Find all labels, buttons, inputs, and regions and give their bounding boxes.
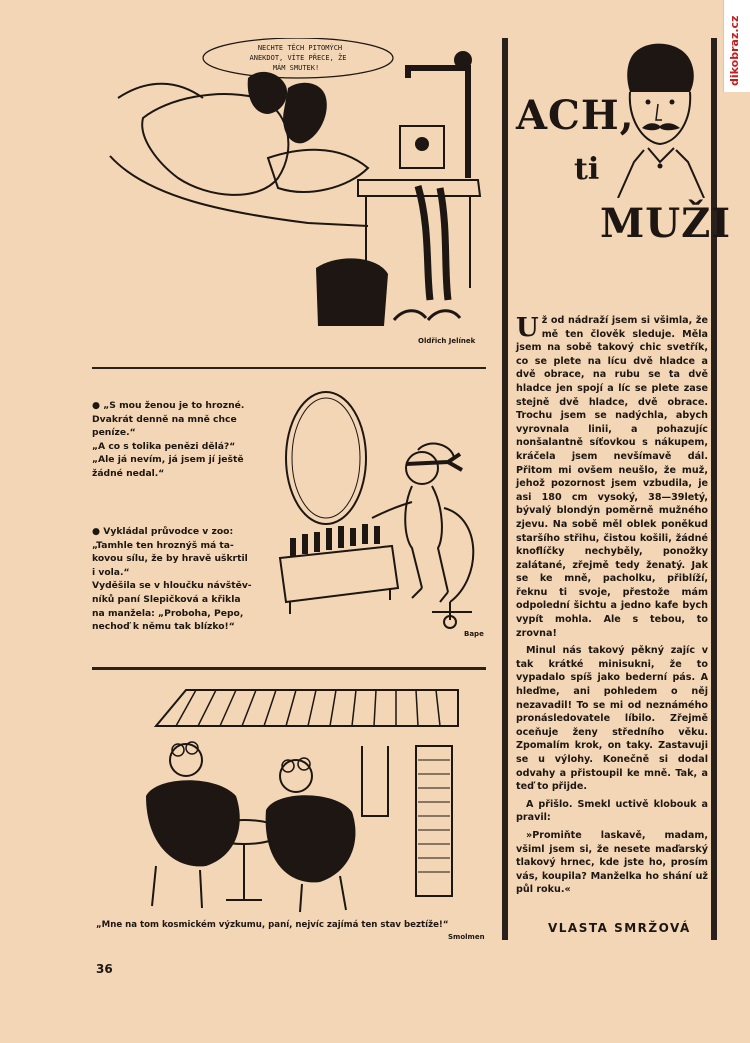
watermark-text: dikobraz.cz	[728, 15, 741, 86]
joke-1-line: „A co s tolika penězi dělá?“	[92, 440, 236, 452]
joke-2-line: kovou sílu, že by hravě uškrtil	[92, 553, 248, 565]
divider-top	[92, 367, 486, 369]
bed-outline	[110, 156, 368, 226]
vanity-mirror	[286, 392, 366, 524]
stool-with-clothes	[316, 258, 388, 326]
wall-frame	[408, 68, 468, 178]
article-paragraph-4: »Promiňte laskavě, madam, všiml jsem si, že nesete maďarský tlakový hrnec, kde jste ho, prosím vás, koupila? Manželka ho shání už půl roku.«	[516, 829, 708, 896]
cartoon3-caption: „Mne na tom kosmickém výzkumu, paní, nejvíc zajímá ten stav beztíže!“	[96, 920, 449, 930]
cartoon-cafe	[126, 686, 466, 918]
article-paragraph-1-text: ž od nádraží jsem si všimla, že mě ten člověk sleduje. Měla jsem na sobě takový chic svetřík, co se plete na lícu dvě hladce a dvě obrace, na rubu se ta dvě hladce jen spojí a líc se plete zase stejně dvě hladce, dvě obrace. Trochu jsem se nadýchla, abych vyrovnala linii, a pohazujíc nonšalantně síťovkou s nákupem, kráčela jsem nevšímavě dál. Přitom mi ovšem neušlo, že muž, jehož pozornost jsem vzbudila, je asi 180 cm vysoký, 38—39letý, bývalý blondýn poměrně mužného zjevu. Na sobě měl oblek poněkud staršího střihu, čistou košili, žádné knoflíčky nechyběly, ponožky zalátané, zřejmě tedy ženatý. Jak se ke mně, pacholku, přiblíží, řeknu ti svoje, přestože mám odpolední šichtu a jedno kafe bych vypít mohla. Ale s tebou, to zrovna!	[516, 315, 708, 639]
joke-2-line: i vola.“	[92, 566, 130, 578]
mustache	[642, 123, 680, 130]
speech-text-line1: NECHTE TĚCH PITOMÝCH	[257, 44, 343, 52]
joke-2-line: níků paní Slepičková a křikla	[92, 593, 241, 605]
watermark-badge	[723, 0, 750, 92]
article-body	[516, 314, 708, 901]
speech-text-line3: MÁM SMUTEK!	[272, 64, 320, 72]
joke-2-line: nechoď k němu tak blízko!“	[92, 621, 235, 633]
joke-1	[92, 399, 264, 481]
joke-2-line: „Tamhle ten hroznýš má ta-	[92, 539, 234, 551]
cartoon3-artist: Smolmen	[448, 933, 485, 941]
chair	[432, 508, 473, 620]
article-border-right	[711, 38, 717, 940]
lady-right	[266, 758, 356, 882]
joke-2-line: ● Vykládal průvodce v zoo:	[92, 526, 234, 537]
blindfolded-woman-head	[406, 452, 438, 484]
joke-2-line: na manžela: „Proboha, Pepo,	[92, 607, 244, 619]
cartoon-bedroom	[108, 38, 488, 338]
joke-2	[92, 525, 264, 634]
divider-bottom	[92, 667, 486, 670]
joke-2-line: Vyděšila se v hloučku návštěv-	[92, 580, 252, 592]
vanity-table	[280, 546, 398, 602]
article-title-word3: MUŽI	[600, 200, 732, 247]
lady-left	[146, 742, 240, 866]
page-number: 36	[96, 962, 113, 976]
joke-1-line: ● „S mou ženou je to hrozné.	[92, 400, 245, 411]
joke-1-line: peníze.“	[92, 427, 136, 439]
cartoon2-artist: Bape	[464, 630, 484, 638]
article-paragraph-1	[516, 314, 708, 640]
article-paragraph-3: A přišlo. Smekl uctivě klobouk a pravil:	[516, 798, 708, 824]
article-paragraph-2: Minul nás takový pěkný zajíc v tak krátké minisukni, že to vypadalo spíš jako bederní pás. A hleďme, ani pohledem o něj nezavadil! To se mi od neznámého pronásledovatele líbilo. Zřejmě oceňuje ženy středního věku. Zpomalím krok, on taky. Zastavuji se u výlohy. Konečně si dodal odvahy a přistoupil ke mně. Tak, a teď to přijde.	[516, 645, 708, 793]
window-shutters	[416, 746, 452, 896]
cartoon-vanity	[272, 388, 486, 638]
article-title-word2: ti	[574, 152, 600, 187]
shoes	[394, 311, 460, 320]
joke-1-line: žádné nedal.“	[92, 467, 165, 479]
article-author: VLASTA SMRŽOVÁ	[548, 921, 691, 935]
woman-figure	[283, 83, 327, 144]
article-border-left	[502, 38, 508, 940]
article-dropcap: U	[516, 313, 539, 343]
joke-1-line: Dvakrát denně na mně chce	[92, 413, 237, 425]
cartoon1-artist: Oldřich Jelínek	[418, 337, 476, 345]
article-title-word1: ACH,	[516, 92, 635, 139]
speech-text-line2: ANEKDOT, VÍTE PŘECE, ŽE	[249, 54, 347, 62]
joke-1-line: „Ale já nevím, já jsem jí ještě	[92, 454, 244, 466]
